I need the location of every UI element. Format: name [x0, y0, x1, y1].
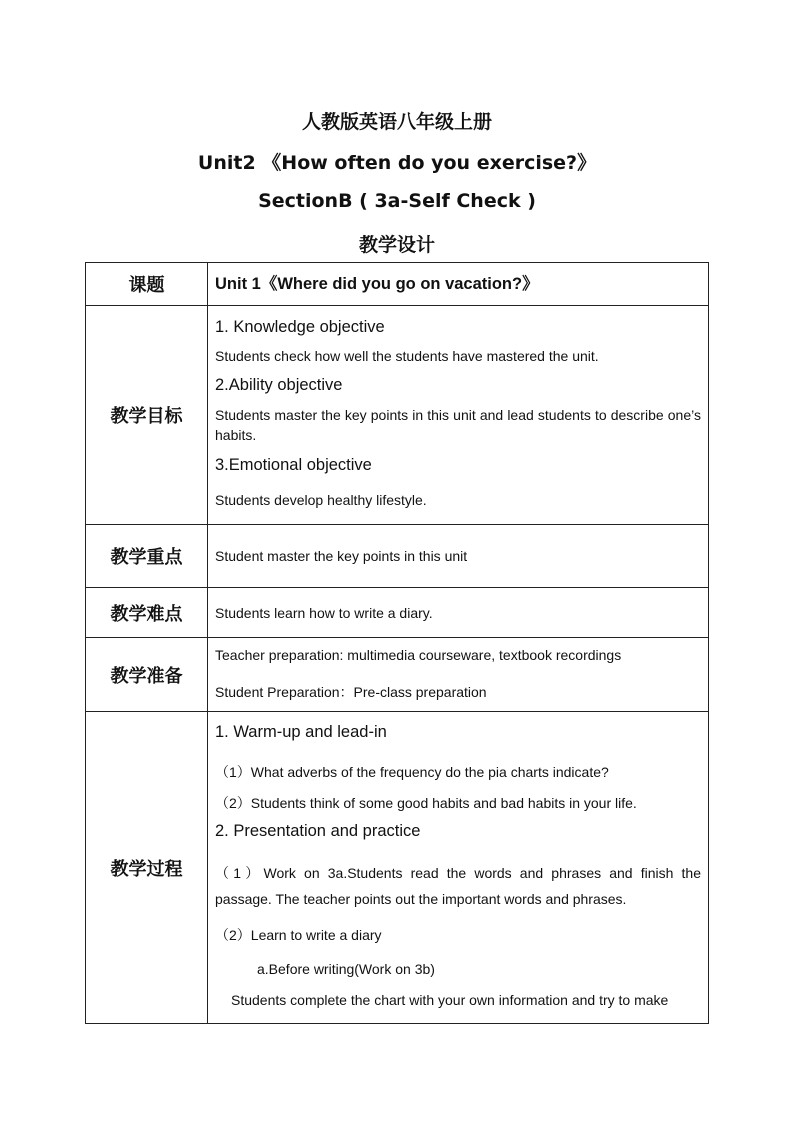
objective-emotional-heading: 3.Emotional objective [215, 456, 372, 474]
label-key-points: 教学重点 [86, 525, 208, 588]
teacher-preparation-text: Teacher preparation: multimedia courseware, textbook recordings [215, 647, 622, 663]
row-topic [86, 263, 709, 306]
process-warmup-q1: （1）What adverbs of the frequency do the pia charts indicate? [215, 764, 609, 780]
key-points-text: Student master the key points in this unit [215, 548, 468, 564]
label-objectives: 教学目标 [86, 306, 208, 525]
doc-title-unit: Unit2 《How often do you exercise?》 [197, 152, 597, 174]
row-key-points [86, 525, 709, 588]
objective-knowledge-text: Students check how well the students have mastered the unit. [215, 348, 599, 364]
row-objectives [86, 306, 709, 525]
doc-title-design: 教学设计 [358, 234, 435, 256]
row-preparation [86, 638, 709, 712]
lesson-plan-table [85, 262, 709, 1024]
process-warmup-heading: 1. Warm-up and lead-in [215, 723, 387, 741]
topic-value: Unit 1《Where did you go on vacation?》 [215, 275, 539, 293]
objective-knowledge-heading: 1. Knowledge objective [215, 318, 385, 336]
process-step2b: Students complete the chart with your own information and try to make [231, 992, 669, 1008]
label-preparation: 教学准备 [86, 638, 208, 712]
objective-emotional-text: Students develop healthy lifestyle. [215, 492, 427, 508]
label-difficulties: 教学难点 [86, 588, 208, 638]
objective-ability-text: Students master the key points in this unit and lead students to describe one’s habits. [215, 407, 701, 443]
doc-title-textbook: 人教版英语八年级上册 [301, 111, 492, 133]
process-step2a: a.Before writing(Work on 3b) [257, 961, 435, 977]
process-presentation-heading: 2. Presentation and practice [215, 822, 421, 840]
process-step2: （2）Learn to write a diary [215, 927, 382, 943]
label-process: 教学过程 [86, 712, 208, 1024]
process-warmup-q2: （2）Students think of some good habits and bad habits in your life. [215, 795, 637, 811]
process-step1: （1）Work on 3a.Students read the words and phrases and finish the passage. The teacher points out the important words and phrases. [215, 865, 701, 907]
difficulties-text: Students learn how to write a diary. [215, 604, 433, 621]
row-difficulties [86, 588, 709, 638]
student-preparation-text: Student Preparation：Pre-class preparation [215, 684, 487, 700]
row-process [86, 712, 709, 1024]
label-topic: 课题 [86, 263, 208, 306]
objective-ability-heading: 2.Ability objective [215, 376, 343, 394]
doc-title-section: SectionB ( 3a-Self Check ) [258, 190, 536, 212]
